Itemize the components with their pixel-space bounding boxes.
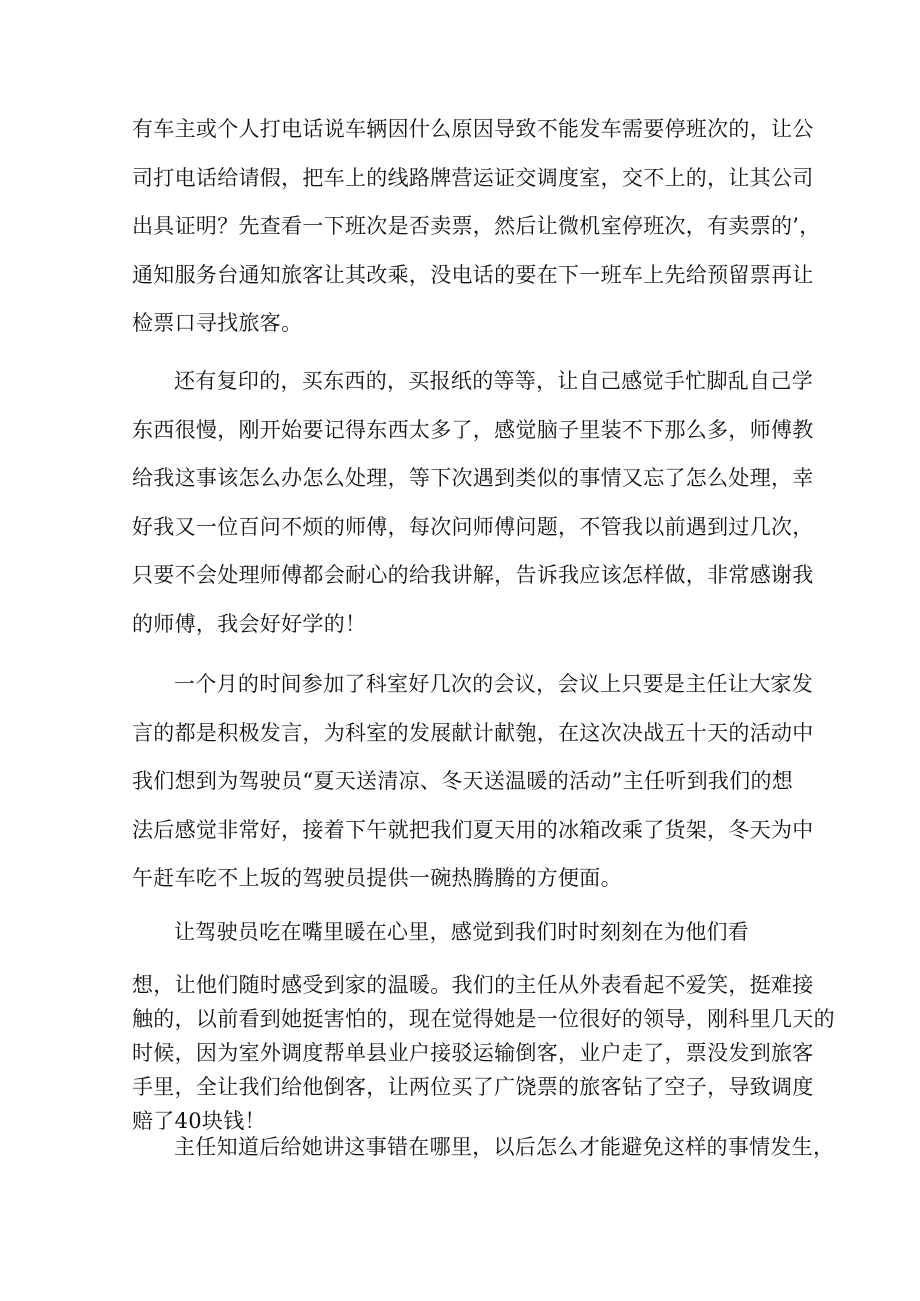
paragraph-6-line-1: 主任知道后给她讲这事错在哪里，以后怎么才能避免这样的事情发生， <box>174 1135 835 1159</box>
paragraph-3-line-5: 午赶车吃不上坂的驾驶员提供一碗热腾腾的方便面。 <box>132 866 622 890</box>
paragraph-1 <box>132 105 821 348</box>
paragraph-5-line-3: 时候，因为室外调度帮单县业户接驳运输倒客，业户走了，票没发到旅客 <box>132 1041 814 1065</box>
paragraph-3-line-1: 一个月的时间参加了科室好几次的会议，会议上只要是主任让大家发 <box>174 672 813 696</box>
paragraph-2-line-5: 只要不会处理师傅都会耐心的给我讲解，告诉我应该怎样做，非常感谢我 <box>132 563 814 587</box>
paragraph-1-line-3: 出具证明？先查看一下班次是否卖票，然后让微机室停班次，有卖票的’， <box>132 214 821 238</box>
paragraph-6 <box>132 1123 835 1172</box>
paragraph-2 <box>132 357 814 648</box>
paragraph-3-line-4: 法后感觉非常好，接着下午就把我们夏天用的冰箱改乘了货架，冬天为中 <box>132 817 814 842</box>
paragraph-3-line-3: 我们想到为驾驶员“夏天送清凉、冬天送温暖的活动”主任听到我们的想 <box>132 769 794 793</box>
paragraph-2-line-2: 东西很慢，刚开始要记得东西太多了，感觉脑子里装不下那么多，师傅教 <box>132 417 814 442</box>
paragraph-1-line-2: 司打电话给请假，把车上的线路牌营运证交调度室，交不上的，让其公司 <box>132 165 814 190</box>
paragraph-1-line-4: 通知服务台通知旅客让其改乘，没电话的要在下一班车上先给预留票再让 <box>132 262 814 287</box>
paragraph-1-line-5: 检票口寻找旅客。 <box>132 311 303 335</box>
paragraph-5-line-1: 想，让他们随时感受到家的温暖。我们的主任从外表看起不爱笑，挺难接 <box>132 973 814 997</box>
paragraph-2-line-1: 还有复印的，买东西的，买报纸的等等，让自己感觉手忙脚乱自己学 <box>174 369 813 393</box>
paragraph-3-line-2: 言的都是积极发言，为科室的发展献计献匏，在这次决战五十天的活动中 <box>132 720 814 745</box>
paragraph-5 <box>132 968 835 1138</box>
paragraph-4-line-1: 让驾驶员吃在嘴里暖在心里，感觉到我们时时刻刻在为他们看 <box>174 920 750 944</box>
paragraph-2-line-6: 的师傅，我会好好学的！ <box>132 611 367 636</box>
paragraph-2-line-4: 好我又一位百问不烦的师傅，每次问师傅问题，不管我以前遇到过几次， <box>132 514 814 539</box>
paragraph-5-line-5: 赔了40块钱！ <box>132 1109 266 1133</box>
paragraph-3 <box>132 660 814 903</box>
paragraph-4 <box>132 908 804 957</box>
paragraph-5-line-4: 手里，全让我们给他倒客，让两位买了广饶票的旅客钻了空子，导致调度 <box>132 1075 814 1099</box>
paragraph-5-line-2: 触的，以前看到她挺害怕的，现在觉得她是一位很好的领导，刚科里几天的 <box>132 1007 835 1031</box>
paragraph-2-line-3: 给我这事该怎么办怎么处理，等下次遇到类似的事情又忘了怎么处理，幸 <box>132 466 814 490</box>
paragraph-1-line-1: 有车主或个人打电话说车辆因什么原因导致不能发车需要停班次的，让公 <box>132 117 814 141</box>
